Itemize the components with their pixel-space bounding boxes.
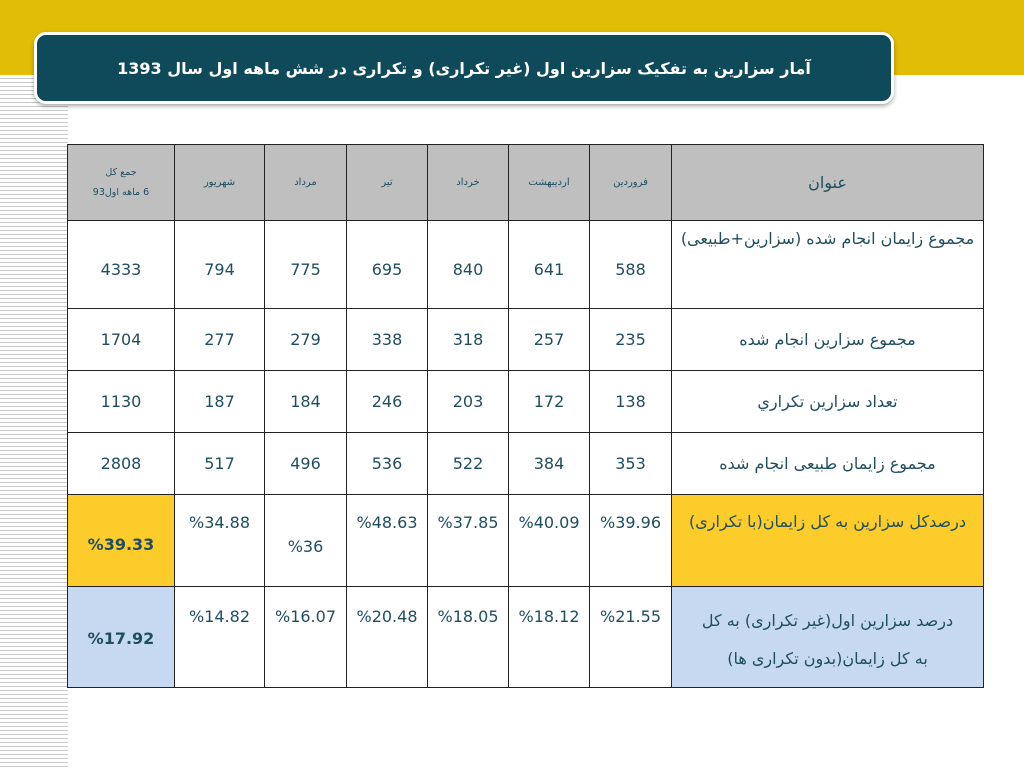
table-cell: 338 (347, 309, 428, 371)
table-cell: 353 (590, 433, 672, 495)
table-cell: %34.88 (175, 495, 265, 587)
table-row (68, 309, 984, 371)
row-label-line1: درصد سزارین اول(غیر تکراری) به کل (701, 611, 954, 630)
header-row (68, 145, 984, 221)
table-cell: 775 (265, 221, 347, 309)
table-cell: 184 (265, 371, 347, 433)
table-cell: 172 (509, 371, 590, 433)
table-cell: 536 (347, 433, 428, 495)
table-cell: %18.05 (428, 587, 509, 688)
header-month: شهریور (175, 145, 265, 221)
table-cell: %40.09 (509, 495, 590, 587)
table-cell: 318 (428, 309, 509, 371)
table-cell: 277 (175, 309, 265, 371)
table-cell: 588 (590, 221, 672, 309)
header-total-line1: جمع کل (105, 166, 137, 178)
row-total: %39.33 (68, 495, 175, 587)
table-row-highlight-blue (68, 587, 984, 688)
header-month: تیر (347, 145, 428, 221)
table-cell: %36 (265, 495, 347, 587)
table-cell: %20.48 (347, 587, 428, 688)
row-label: درصدکل سزارین به کل زایمان(با تکراری) (672, 495, 984, 587)
row-total: %17.92 (68, 587, 175, 688)
table-row-highlight-yellow (68, 495, 984, 587)
table-cell: 695 (347, 221, 428, 309)
table-cell: %37.85 (428, 495, 509, 587)
row-label: مجموع زایمان طبیعی انجام شده (672, 433, 984, 495)
table-cell: 257 (509, 309, 590, 371)
table-cell: 794 (175, 221, 265, 309)
table-cell: %48.63 (347, 495, 428, 587)
table-row (68, 433, 984, 495)
table-cell: 203 (428, 371, 509, 433)
table-cell: 840 (428, 221, 509, 309)
header-total-line2: 6 ماهه اول93 (92, 186, 150, 198)
table-row (68, 371, 984, 433)
header-month: مرداد (265, 145, 347, 221)
table-cell: %14.82 (175, 587, 265, 688)
table-cell: %16.07 (265, 587, 347, 688)
table-cell: 496 (265, 433, 347, 495)
table-cell: 517 (175, 433, 265, 495)
table-cell: 138 (590, 371, 672, 433)
row-label (672, 587, 984, 688)
table-cell: %39.96 (590, 495, 672, 587)
page-title: آمار سزارین به تفکیک سزارین اول (غیر تکراری) و تکراری در شش ماهه اول سال 1393 (117, 58, 811, 78)
left-decorative-stripes (0, 75, 68, 768)
header-month: خرداد (428, 145, 509, 221)
table-cell: 522 (428, 433, 509, 495)
header-month: فروردین (590, 145, 672, 221)
table-cell: %21.55 (590, 587, 672, 688)
row-label: تعداد سزارین تکراري (672, 371, 984, 433)
table-cell: 384 (509, 433, 590, 495)
table-cell: 187 (175, 371, 265, 433)
row-total: 1130 (68, 371, 175, 433)
table-cell: 235 (590, 309, 672, 371)
header-title: عنوان (672, 145, 984, 221)
statistics-table (67, 144, 984, 688)
title-banner (34, 32, 894, 104)
row-label-line2: به کل زایمان(بدون تکراری ها) (727, 649, 928, 668)
header-month: اردیبهشت (509, 145, 590, 221)
row-total: 1704 (68, 309, 175, 371)
row-label: مجموع زایمان انجام شده (سزارین+طبیعی) (672, 221, 984, 309)
row-label: مجموع سزارین انجام شده (672, 309, 984, 371)
table-row (68, 221, 984, 309)
table-cell: 641 (509, 221, 590, 309)
table-cell: 246 (347, 371, 428, 433)
row-total: 4333 (68, 221, 175, 309)
table-cell: %18.12 (509, 587, 590, 688)
table-cell: 279 (265, 309, 347, 371)
header-total (68, 145, 175, 221)
row-total: 2808 (68, 433, 175, 495)
